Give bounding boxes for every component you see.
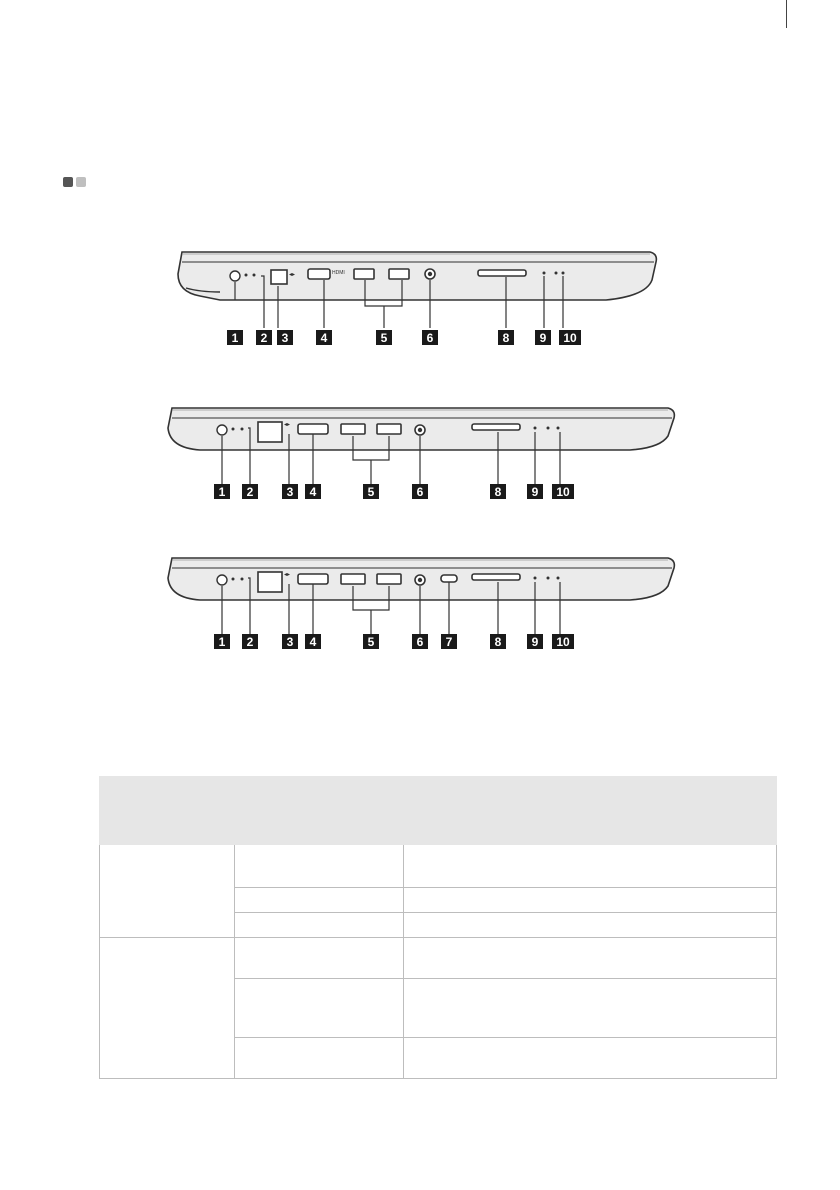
callout-label: 9 — [531, 485, 539, 499]
table-cell — [404, 938, 777, 979]
laptop-left-view-a — [160, 240, 660, 350]
callout-5 — [363, 484, 379, 499]
callout-label: 10 — [556, 635, 570, 649]
callout-numbers — [214, 484, 574, 499]
callout-label: 2 — [246, 635, 254, 649]
table-cell — [235, 938, 404, 979]
table-cell — [235, 1038, 404, 1079]
callout-6 — [422, 330, 438, 345]
callout-label: 2 — [246, 485, 254, 499]
callout-label: 3 — [286, 485, 294, 499]
callout-4 — [305, 634, 321, 649]
table-cell — [404, 888, 777, 913]
table-row — [100, 938, 777, 979]
page-corner-marker — [786, 0, 787, 28]
callout-9 — [527, 484, 543, 499]
callout-label: 4 — [320, 331, 328, 345]
callout-label: 5 — [367, 485, 375, 499]
callout-label: 2 — [260, 331, 268, 345]
callout-4 — [316, 330, 332, 345]
callout-label: 5 — [380, 331, 388, 345]
table-cell — [404, 979, 777, 1038]
callout-label: 9 — [539, 331, 547, 345]
callout-label: 1 — [231, 331, 239, 345]
callout-label: 6 — [416, 635, 424, 649]
callout-label: 4 — [309, 485, 317, 499]
callout-label: 10 — [556, 485, 570, 499]
callout-8 — [490, 484, 506, 499]
callout-7 — [441, 634, 457, 649]
table-cell — [404, 913, 777, 938]
section-bullet-light — [76, 177, 86, 187]
callout-label: 8 — [502, 331, 510, 345]
svg-text:◂▸: ◂▸ — [289, 272, 296, 278]
callout-5 — [363, 634, 379, 649]
laptop-left-view-b — [160, 400, 680, 510]
table-cell — [404, 845, 777, 888]
callout-6 — [412, 634, 428, 649]
callout-8 — [490, 634, 506, 649]
callout-label: 1 — [218, 485, 226, 499]
callout-10 — [552, 484, 574, 499]
table-cell — [404, 1038, 777, 1079]
table-header-cell — [404, 777, 777, 845]
svg-text:HDMI: HDMI — [332, 270, 345, 276]
callout-2 — [256, 330, 272, 345]
callout-9 — [527, 634, 543, 649]
callout-3 — [282, 484, 298, 499]
callout-label: 6 — [416, 485, 424, 499]
callout-1 — [214, 484, 230, 499]
callout-label: 8 — [494, 485, 502, 499]
callout-3 — [277, 330, 293, 345]
table-header-row — [100, 777, 777, 845]
callout-9 — [535, 330, 551, 345]
callout-1 — [227, 330, 243, 345]
callout-8 — [498, 330, 514, 345]
table-cell — [235, 979, 404, 1038]
spec-table — [99, 776, 777, 1079]
callout-label: 9 — [531, 635, 539, 649]
table-group-cell — [100, 938, 235, 1079]
callout-1 — [214, 634, 230, 649]
callout-5 — [376, 330, 392, 345]
callout-label: 1 — [218, 635, 226, 649]
callout-label: 10 — [563, 331, 577, 345]
laptop-body — [178, 252, 656, 300]
callout-2 — [242, 634, 258, 649]
table-group-cell — [100, 845, 235, 938]
table-cell — [235, 845, 404, 888]
callout-3 — [282, 634, 298, 649]
callout-label: 3 — [281, 331, 289, 345]
svg-text:◂▸: ◂▸ — [284, 572, 291, 578]
callout-10 — [552, 634, 574, 649]
callout-numbers — [227, 330, 581, 345]
table-cell — [235, 888, 404, 913]
callout-2 — [242, 484, 258, 499]
callout-10 — [559, 330, 581, 345]
callout-label: 3 — [286, 635, 294, 649]
callout-4 — [305, 484, 321, 499]
callout-label: 4 — [309, 635, 317, 649]
table-header-cell — [100, 777, 404, 845]
callout-label: 6 — [426, 331, 434, 345]
section-bullet-dark — [63, 177, 73, 187]
laptop-left-view-c — [160, 550, 680, 660]
callout-numbers — [214, 634, 574, 649]
callout-label: 5 — [367, 635, 375, 649]
callout-label: 7 — [445, 635, 453, 649]
callout-6 — [412, 484, 428, 499]
table-cell — [235, 913, 404, 938]
table-row — [100, 845, 777, 888]
callout-label: 8 — [494, 635, 502, 649]
svg-text:◂▸: ◂▸ — [284, 422, 291, 428]
